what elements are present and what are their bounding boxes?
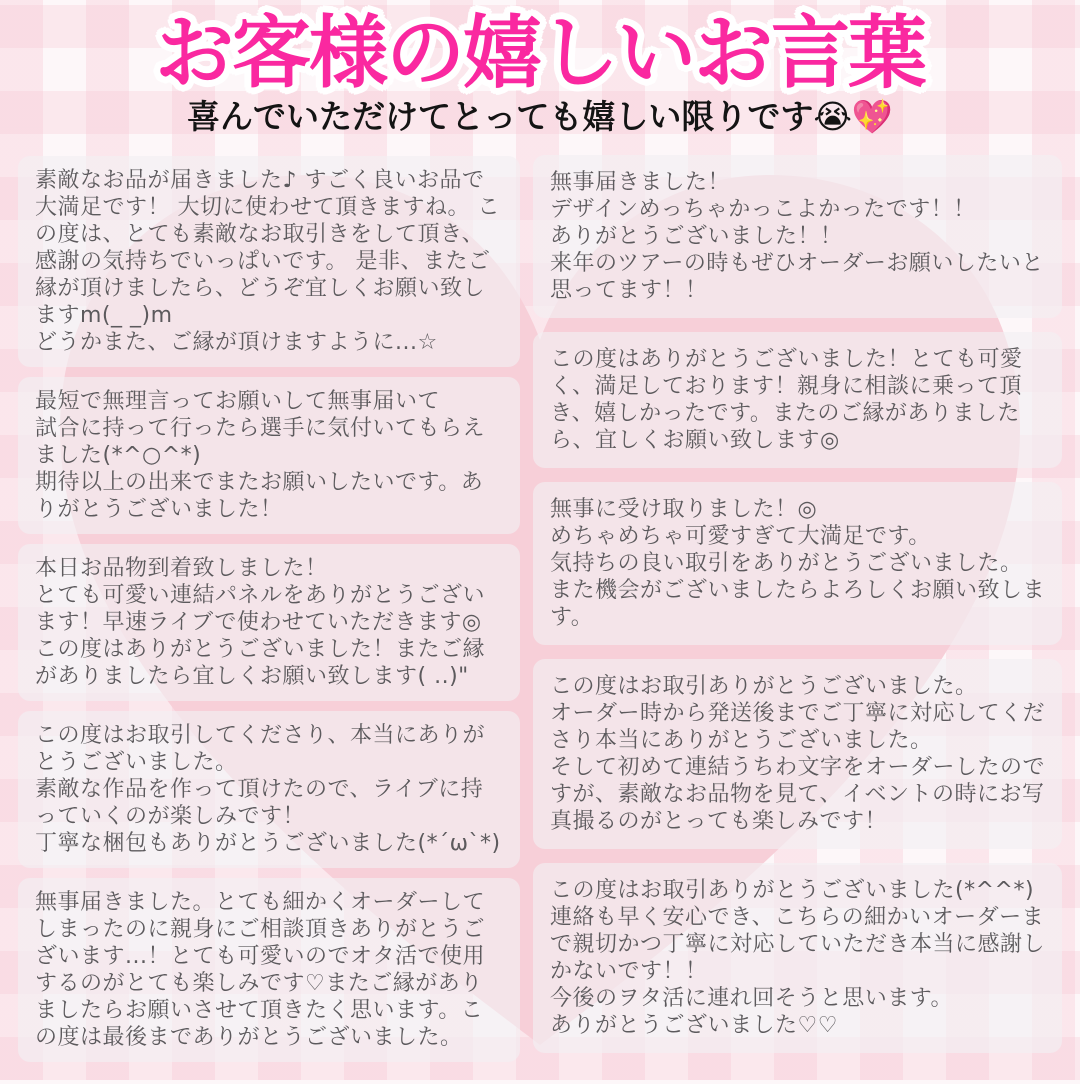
review-text: 無事に受け取りました！◎ めちゃめちゃ可愛すぎて大満足です。 気持ちの良い取引をありがとうございました。 また機会がございましたらよろしくお願い致します。 bbox=[550, 497, 1046, 630]
review-card bbox=[18, 711, 520, 868]
review-text: 無事届きました。とても細かくオーダーしてしまったのに親身にご相談頂きありがとうございます...！とても可愛いのでオタ活で使用するのがとても楽しみです♡またご縁がありましたらお願いさせて頂きたく思います。この度は最後までありがとうございました。 bbox=[35, 890, 486, 1050]
review-card bbox=[18, 544, 520, 701]
review-card bbox=[18, 878, 520, 1062]
review-card bbox=[533, 482, 1062, 645]
review-card bbox=[533, 659, 1062, 849]
page-title: お客様の嬉しいお言葉 bbox=[155, 7, 925, 99]
page-subtitle: 喜んでいただけてとっても嬉しい限りです😭💖 bbox=[187, 96, 893, 136]
review-text: この度はお取引ありがとうございました(*^^*) 連絡も早く安心でき、こちらの細かいオーダーまで親切かつ丁寧に対応していただき本当に感謝しかないです！！ 今後のヲタ活に連れ回そうと思います。 ありがとうございました♡♡ bbox=[550, 878, 1046, 1038]
review-text: 無事届きました！ デザインめっちゃかっこよかったです！！ ありがとうございました！！ 来年のツアーの時もぜひオーダーお願いしたいと思ってます！！ bbox=[550, 170, 1044, 303]
review-text: 最短で無理言ってお願いして無事届いて 試合に持って行ったら選手に気付いてもらえました(*^○^*) 期待以上の出来でまたお願いしたいです。ありがとうございました！ bbox=[35, 389, 486, 522]
review-card bbox=[18, 156, 520, 367]
review-column-right bbox=[533, 155, 1062, 1053]
review-text: この度はお取引ありがとうございました。 オーダー時から発送後までご丁寧に対応してくださり本当にありがとうございました。 そして初めて連結うちわ文字をオーダーしたのですが、素敵なお品物を見て、イベントの時にお写真撮るのがとっても楽しみです！ bbox=[550, 674, 1046, 834]
review-text: この度はありがとうございました！とても可愛く、満足しております！親身に相談に乗って頂き、嬉しかったです。またのご縁がありましたら、宜しくお願い致します◎ bbox=[550, 347, 1023, 453]
review-card bbox=[18, 377, 520, 534]
header bbox=[0, 0, 1080, 135]
review-text: 素敵なお品が届きました♪ すごく良いお品で大満足です！ 大切に使わせて頂きますね。 この度は、とても素敵なお取引きをして頂き、感謝の気持ちでいっぱいです。 是非、またご縁が頂けましたら、どうぞ宜しくお願い致しますm(_ _)m どうかまた、ご縁が頂けますように...☆ bbox=[35, 168, 500, 355]
review-column-left bbox=[18, 156, 520, 1062]
review-card bbox=[533, 155, 1062, 318]
review-card bbox=[533, 863, 1062, 1053]
review-text: この度はお取引してくださり、本当にありがとうございました。 素敵な作品を作って頂けたので、ライブに持っていくのが楽しみです！ 丁寧な梱包もありがとうございました(*´ω`*) bbox=[35, 723, 501, 856]
review-card bbox=[533, 332, 1062, 468]
review-text: 本日お品物到着致しました！ とても可愛い連結パネルをありがとうございます！早速ライブで使わせていただきます◎この度はありがとうございました！またご縁がありましたら宜しくお願い致します( ..)" bbox=[35, 556, 486, 689]
